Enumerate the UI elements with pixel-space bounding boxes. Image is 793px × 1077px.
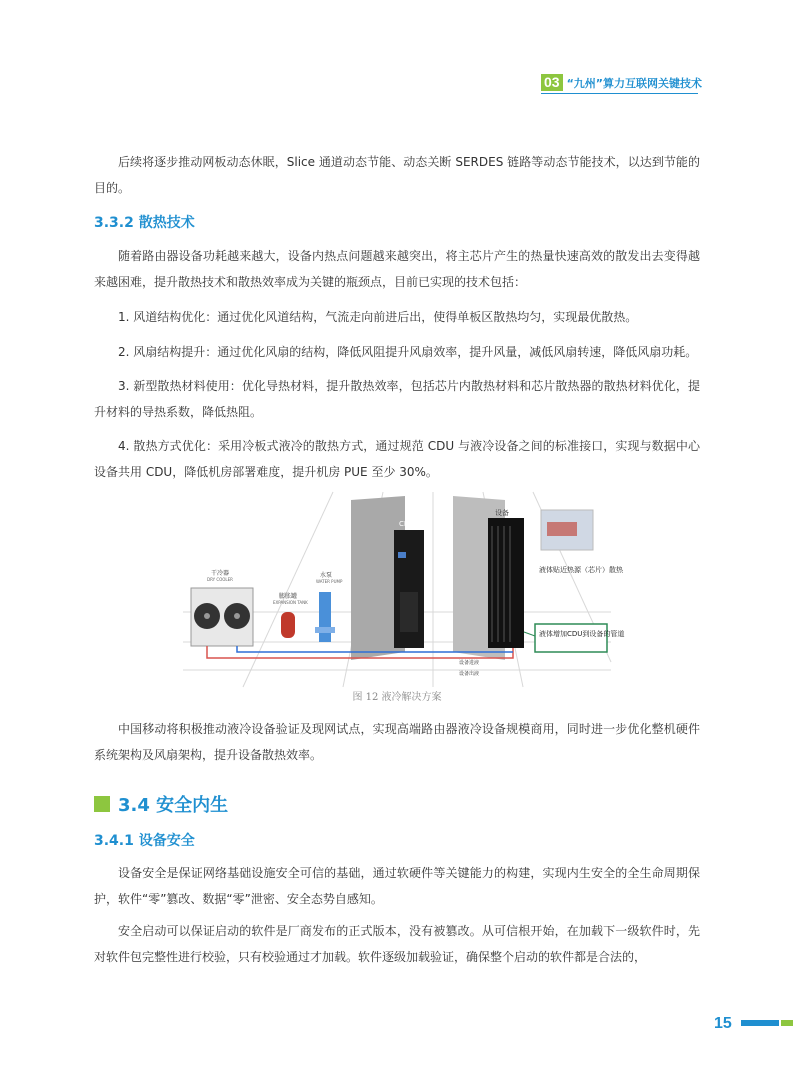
footer-bar-blue (741, 1020, 779, 1026)
secure-boot-paragraph: 安全启动可以保证启动的软件是厂商发布的正式版本，没有被篡改。从可信根开始，在加载下一级软件时，先对软件包完整性进行校验，只有校验通过才加载。软件逐级加载验证，确保整个启动的软件都是合法的， (94, 924, 700, 964)
diagram-svg (183, 492, 625, 687)
section-heading-3-4-1: 3.4.1 设备安全 (94, 833, 195, 849)
after-figure-paragraph: 中国移动将积极推动液冷设备验证及现网试点，实现高端路由器液冷设备规模商用，同时进一步优化整机硬件系统架构及风扇架构，提升设备散热效率。 (94, 722, 700, 762)
device-label: 设备 (495, 509, 509, 517)
figure-caption: 图 12 液冷解决方案 (352, 692, 442, 703)
list-item-3: 3. 新型散热材料使用：优化导热材料，提升散热效率，包括芯片内散热材料和芯片散热器的散热材料优化，提升材料的导热系数，降低热阻。 (94, 379, 700, 419)
expansion-tank (281, 612, 295, 638)
pipe-return-label: 设备出液 (459, 671, 480, 677)
callout-pipe-box (535, 624, 607, 652)
callout-chip: 液体贴近热源（芯片）散热 (539, 566, 623, 574)
chapter-number: 03 (541, 74, 563, 91)
intro-paragraph: 后续将逐步推动网板动态休眠，Slice 通道动态节能、动态关断 SERDES 链路等动态节能技术，以达到节能的目的。 (94, 155, 700, 195)
header-divider (541, 93, 698, 94)
dry-cooler-label: 干冷器 (211, 570, 230, 577)
water-pump-label: 水泵 (320, 572, 333, 579)
water-pump (319, 592, 331, 642)
section-heading-3-3-2: 3.3.2 散热技术 (94, 215, 195, 231)
page-number: 15 (714, 1015, 732, 1032)
chapter-title: “九州”算力互联网关键技术 (566, 76, 703, 90)
running-header (541, 74, 702, 91)
device-security-paragraph: 设备安全是保证网络基础设施安全可信的基础，通过软硬件等关键能力的构建，实现内生安全的全生命周期保护，软件“零”篡改、数据“零”泄密、安全态势自感知。 (94, 866, 700, 906)
section-heading-3-4-text: 3.4 安全内生 (118, 795, 229, 816)
list-item-4: 4. 散热方式优化：采用冷板式液冷的散热方式，通过规范 CDU 与液冷设备之间的标准接口，实现与数据中心设备共用 CDU，降低机房部署难度，提升机房 PUE 至少 30%。 (94, 439, 700, 479)
cdu-label: CDU (399, 520, 415, 528)
expansion-tank-label: 膨胀罐 (279, 593, 298, 600)
liquid-cooling-diagram (183, 492, 625, 687)
device-rack (488, 518, 524, 648)
water-pump-label-en: WATER PUMP (316, 579, 343, 584)
list-item-2: 2. 风扇结构提升：通过优化风扇的结构，降低风阻提升风扇效率，提升风量，减低风扇转速，降低风扇功耗。 (118, 345, 698, 359)
section-heading-3-4 (94, 791, 228, 817)
footer-bar-green (781, 1020, 793, 1026)
expansion-tank-label-en: EXPANSION TANK (273, 600, 308, 605)
dry-cooler-label-en: DRY COOLER (207, 577, 233, 582)
section-marker-icon (94, 796, 110, 812)
pipe-supply-label: 设备进液 (459, 660, 480, 666)
list-item-1: 1. 风道结构优化：通过优化风道结构，气流走向前进后出，使得单板区散热均匀，实现最优散热。 (118, 310, 638, 324)
cooling-intro-paragraph: 随着路由器设备功耗越来越大，设备内热点问题越来越突出，将主芯片产生的热量快速高效的散发出去变得越来越困难，提升散热技术和散热效率成为关键的瓶颈点，目前已实现的技术包括： (94, 249, 700, 289)
callout-pipe: 液体增加CDU到设备的管道 (539, 630, 625, 638)
